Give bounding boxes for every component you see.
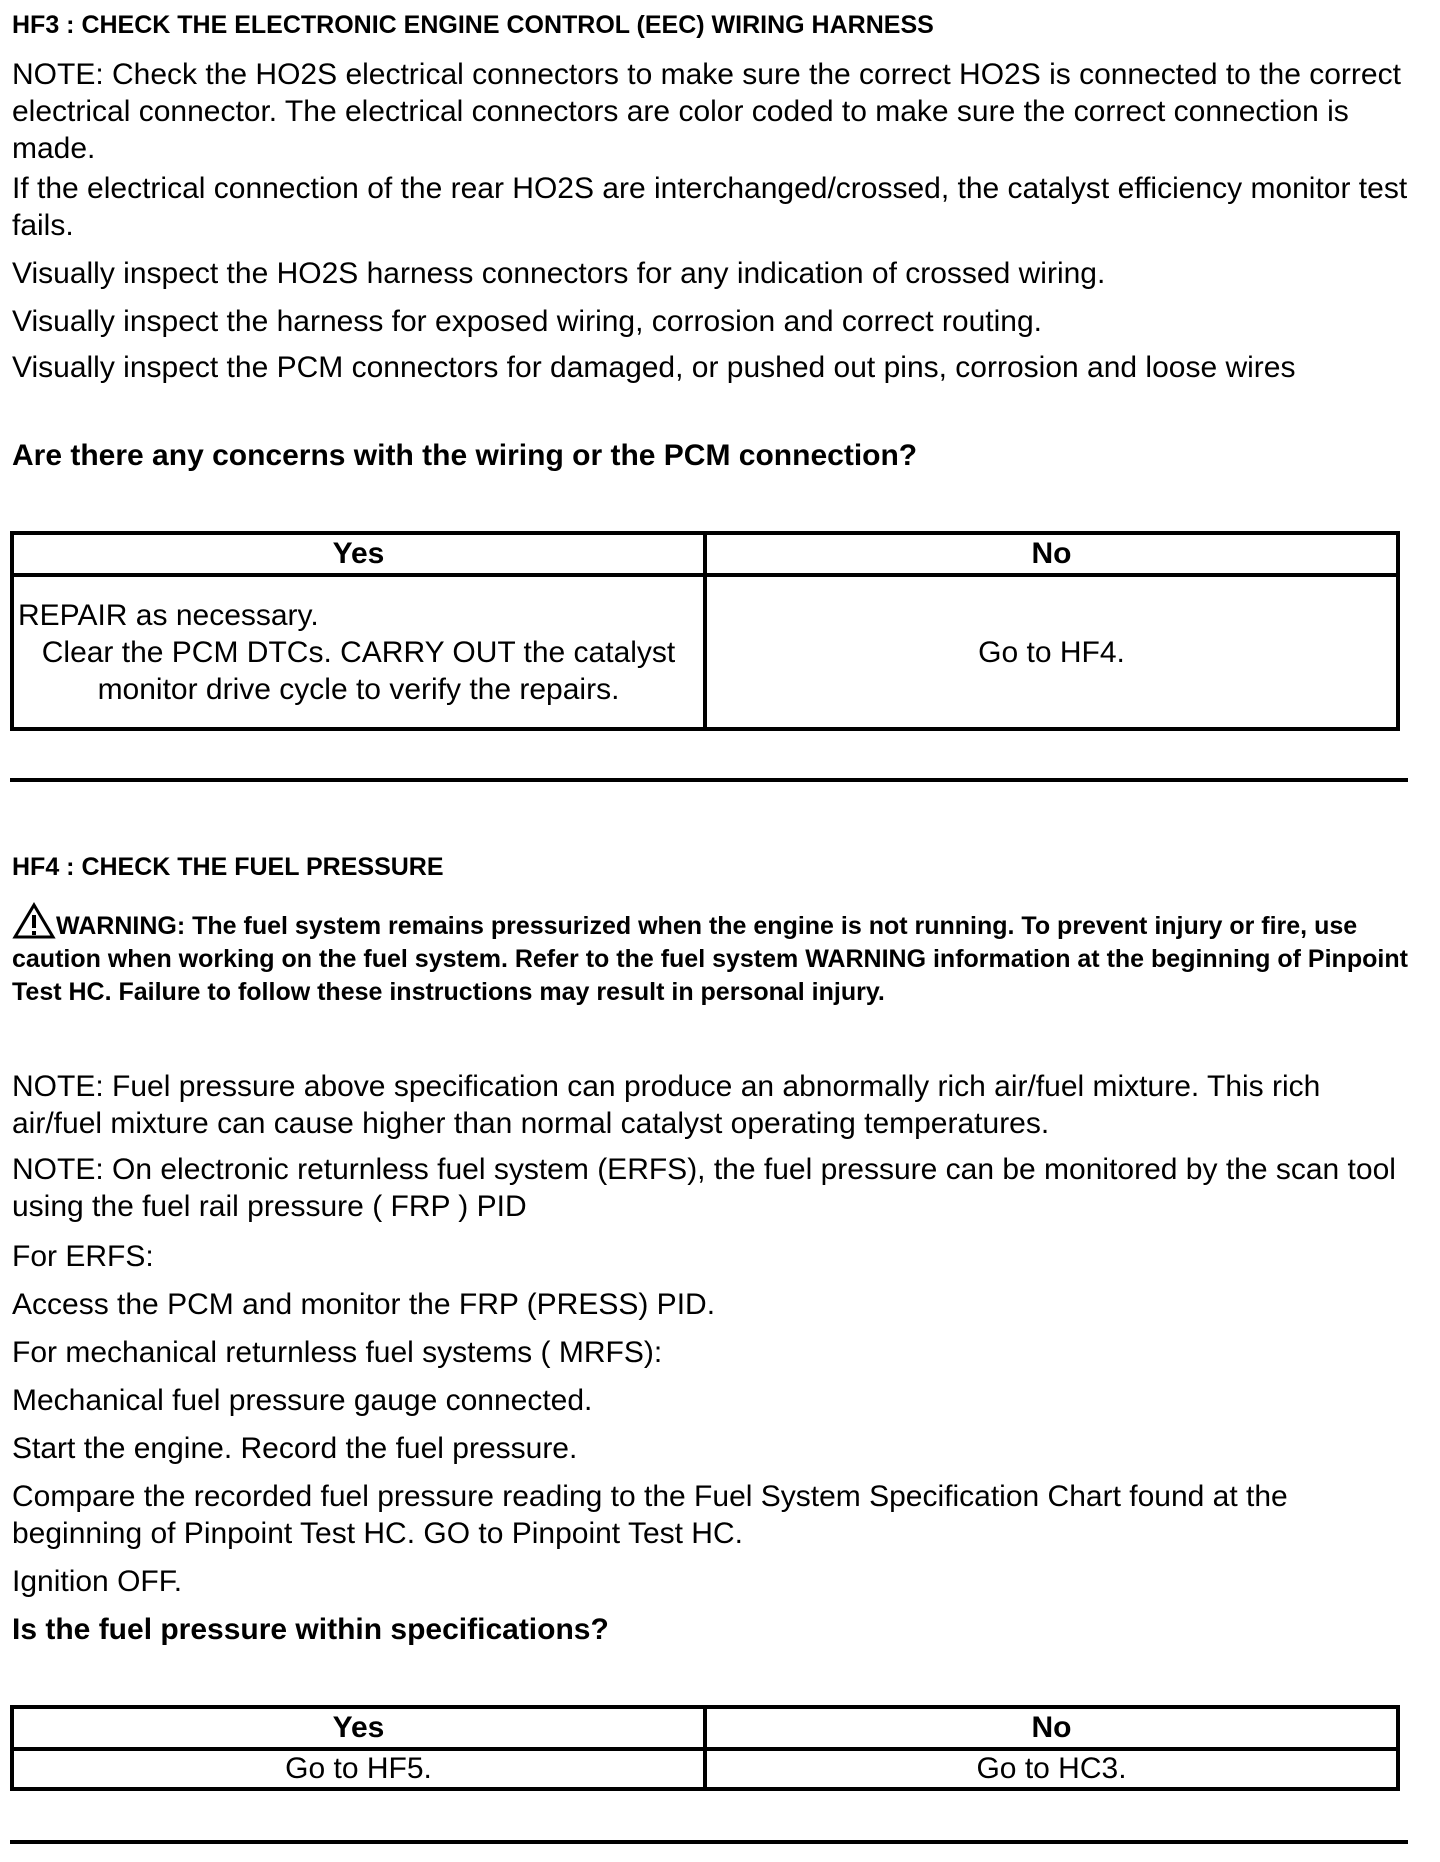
section-heading-hf4: HF4 : CHECK THE FUEL PRESSURE xyxy=(12,853,444,881)
instruction-paragraph: Visually inspect the PCM connectors for damaged, or pushed out pins, corrosion and loose wires xyxy=(12,351,1296,384)
no-cell: Go to HF4. xyxy=(705,575,1398,729)
yes-cell xyxy=(12,575,705,729)
instruction-paragraph: Compare the recorded fuel pressure reading to the Fuel System Specification Chart found at the beginning of Pinpoint Test HC. GO to Pinpoint Test HC. xyxy=(12,1480,1288,1550)
yes-header: Yes xyxy=(12,1707,705,1749)
instruction-paragraph: Visually inspect the harness for exposed wiring, corrosion and correct routing. xyxy=(12,305,1042,338)
instruction-paragraph: For ERFS: xyxy=(12,1240,154,1273)
section-divider xyxy=(10,1840,1408,1844)
note-paragraph: NOTE: Check the HO2S electrical connectors to make sure the correct HO2S is connected to the correct electrical connector. The electrical connectors are color coded to make sure the correct connection is made. xyxy=(12,58,1401,165)
instruction-paragraph: For mechanical returnless fuel systems ( MRFS): xyxy=(12,1336,663,1369)
table-row xyxy=(12,1749,1398,1789)
section-heading-hf3: HF3 : CHECK THE ELECTRONIC ENGINE CONTROL (EEC) WIRING HARNESS xyxy=(12,11,934,39)
instruction-paragraph: Start the engine. Record the fuel pressure. xyxy=(12,1432,578,1465)
instruction-paragraph: If the electrical connection of the rear HO2S are interchanged/crossed, the catalyst efficiency monitor test fails. xyxy=(12,172,1408,242)
instruction-paragraph: Access the PCM and monitor the FRP (PRESS) PID. xyxy=(12,1288,716,1321)
hf3-answer-table xyxy=(10,531,1400,731)
warning-block xyxy=(12,902,1412,1009)
table-header-row xyxy=(12,533,1398,575)
instruction-paragraph: Visually inspect the HO2S harness connectors for any indication of crossed wiring. xyxy=(12,257,1106,290)
instruction-paragraph: Ignition OFF. xyxy=(12,1565,183,1598)
no-header: No xyxy=(705,1707,1398,1749)
yes-cell: Go to HF5. xyxy=(12,1749,705,1789)
note-paragraph: NOTE: On electronic returnless fuel system (ERFS), the fuel pressure can be monitored by the scan tool using the fuel rail pressure ( FRP ) PID xyxy=(12,1153,1396,1223)
yes-header: Yes xyxy=(12,533,705,575)
warning-text: WARNING: The fuel system remains pressurized when the engine is not running. To prevent injury or fire, use caution when working on the fuel system. Refer to the fuel system WARNING information at the beginning of Pinpoint Test HC. Failure to follow these instructions may result in personal injury. xyxy=(12,912,1408,1006)
question-text: Is the fuel pressure within specifications? xyxy=(12,1613,609,1646)
hf4-answer-table xyxy=(10,1705,1400,1791)
warning-triangle-icon xyxy=(12,902,56,940)
instruction-paragraph: Mechanical fuel pressure gauge connected. xyxy=(12,1384,593,1417)
yes-cell-first-line: REPAIR as necessary. xyxy=(18,598,319,632)
table-header-row xyxy=(12,1707,1398,1749)
no-cell: Go to HC3. xyxy=(705,1749,1398,1789)
no-header: No xyxy=(705,533,1398,575)
yes-cell-rest: Clear the PCM DTCs. CARRY OUT the catalyst monitor drive cycle to verify the repairs. xyxy=(41,635,676,706)
section-divider xyxy=(10,778,1408,782)
note-paragraph: NOTE: Fuel pressure above specification can produce an abnormally rich air/fuel mixture. This rich air/fuel mixture can cause higher than normal catalyst operating temperatures. xyxy=(12,1070,1321,1140)
table-row xyxy=(12,575,1398,729)
question-text: Are there any concerns with the wiring or the PCM connection? xyxy=(12,439,918,472)
